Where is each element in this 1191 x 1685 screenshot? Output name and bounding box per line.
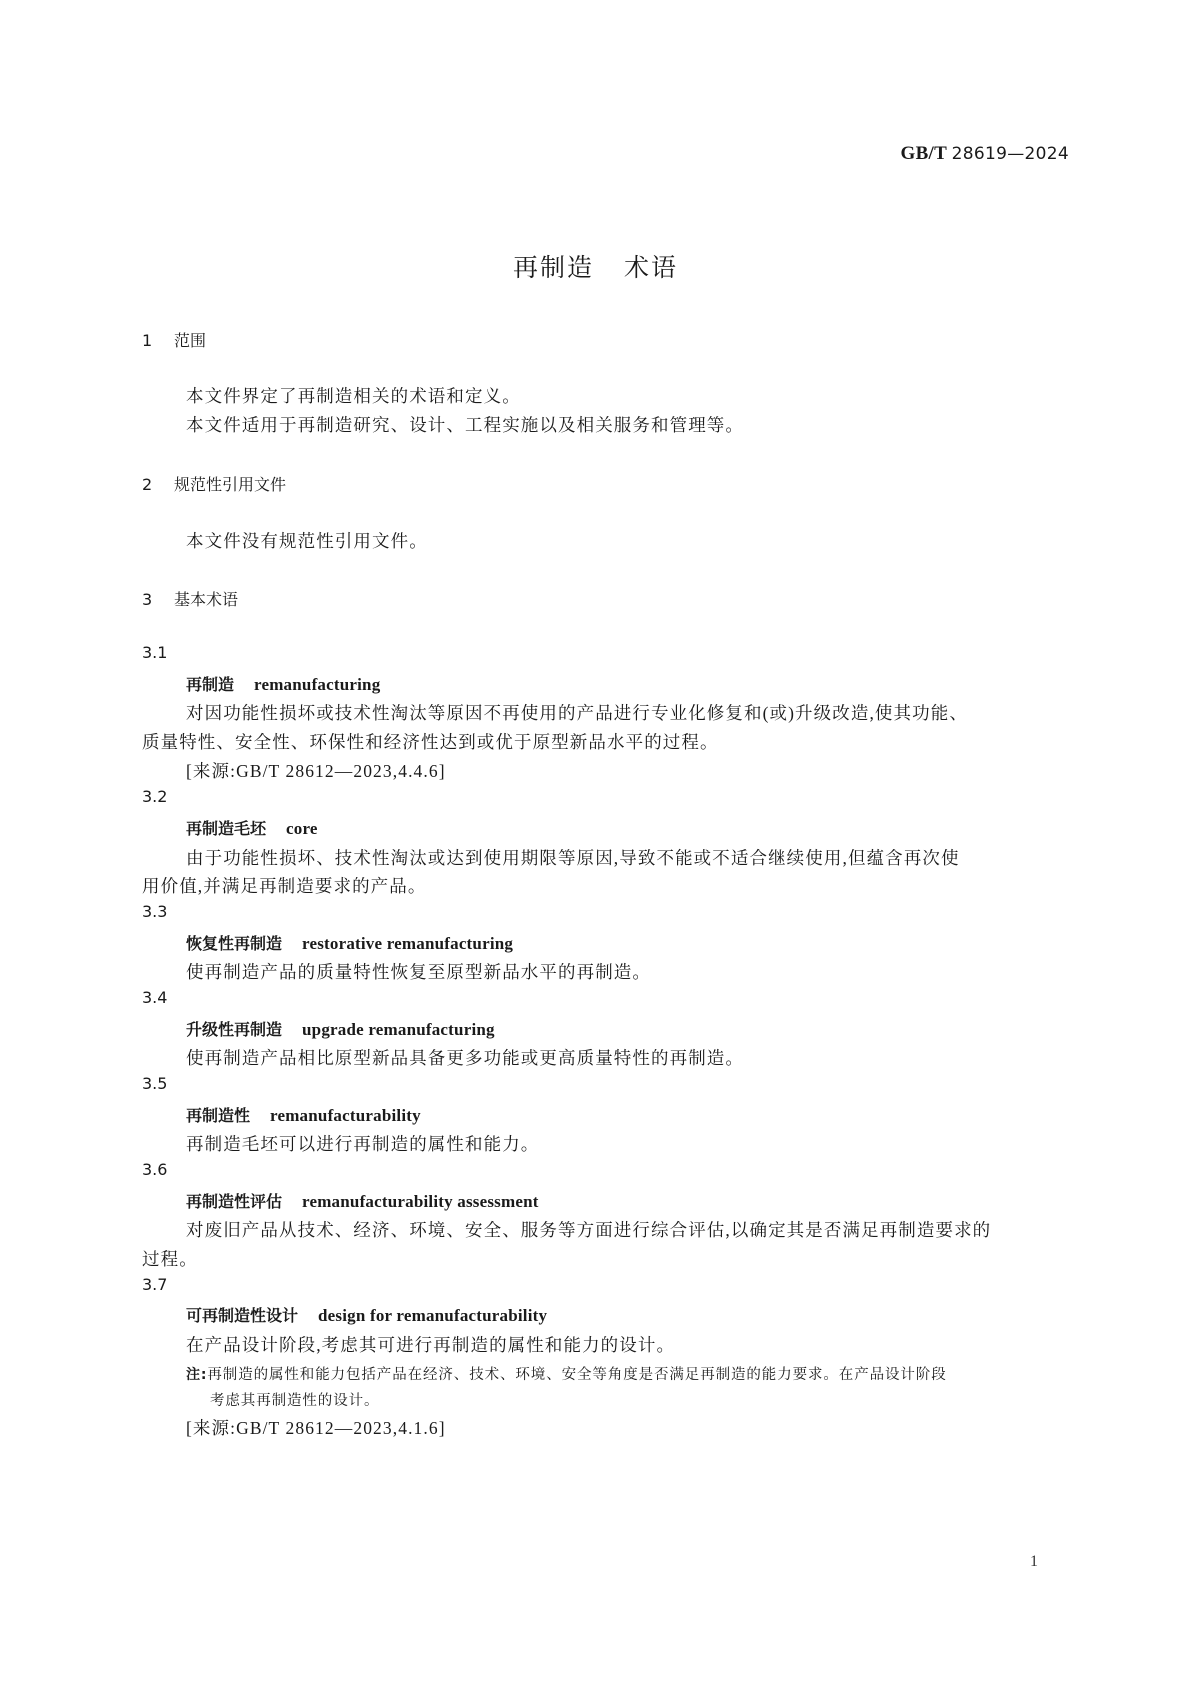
term-title [186,1303,547,1326]
term-en: restorative remanufacturing [302,934,514,953]
term-zh: 再制造性 [186,1106,251,1125]
section-heading-basic-terms [142,587,238,610]
term-en: core [286,819,318,838]
scope-paragraph: 本文件界定了再制造相关的术语和定义。 [186,386,521,406]
section-title: 规范性引用文件 [174,475,287,494]
term-en: remanufacturing [254,675,381,694]
term-zh: 可再制造性设计 [186,1306,299,1325]
term-definition: 使再制造产品相比原型新品具备更多功能或更高质量特性的再制造。 [186,1048,744,1068]
term-title [186,1017,495,1040]
term-en: upgrade remanufacturing [302,1020,495,1039]
term-en: remanufacturability assessment [302,1192,539,1211]
term-note [186,1363,947,1384]
term-definition: 在产品设计阶段,考虑其可进行再制造的属性和能力的设计。 [186,1335,676,1355]
term-zh: 再制造 [186,675,235,694]
title-part-1: 再制造 [512,253,594,282]
term-definition: 再制造毛坯可以进行再制造的属性和能力。 [186,1134,540,1154]
document-title [0,248,1191,284]
standard-code: 28619—2024 [951,144,1069,164]
term-zh: 恢复性再制造 [186,934,283,953]
term-number: 3.3 [142,902,168,921]
term-title [186,1189,539,1212]
page-number: 1 [1030,1553,1038,1570]
term-zh: 再制造性评估 [186,1192,283,1211]
section-title: 范围 [174,331,207,350]
term-definition: 对因功能性损坏或技术性淘汰等原因不再使用的产品进行专业化修复和(或)升级改造,使其功能、 [186,703,968,723]
section-number: 1 [142,331,153,350]
standard-prefix: GB/T [900,143,948,164]
term-definition: 质量特性、安全性、环保性和经济性达到或优于原型新品水平的过程。 [142,732,719,752]
term-en: remanufacturability [270,1106,421,1125]
section-heading-scope [142,328,206,351]
term-title [186,672,380,695]
term-zh: 升级性再制造 [186,1020,283,1039]
term-number: 3.7 [142,1275,168,1294]
term-source: [来源:GB/T 28612—2023,4.1.6] [186,1418,446,1438]
term-number: 3.5 [142,1074,168,1093]
section-title: 基本术语 [174,590,239,609]
section-heading-normative-references [142,472,286,495]
term-title [186,816,318,839]
term-source: [来源:GB/T 28612—2023,4.4.6] [186,761,446,781]
term-number: 3.4 [142,988,168,1007]
term-number: 3.1 [142,643,168,662]
title-part-2: 术语 [624,253,679,282]
term-en: design for remanufacturability [318,1306,548,1325]
term-note-continuation: 考虑其再制造性的设计。 [210,1393,380,1409]
section-number: 2 [142,475,153,494]
term-definition: 由于功能性损坏、技术性淘汰或达到使用期限等原因,导致不能或不适合继续使用,但蕴含再次使 [186,848,960,868]
term-definition: 使再制造产品的质量特性恢复至原型新品水平的再制造。 [186,962,651,982]
term-definition: 对废旧产品从技术、经济、环境、安全、服务等方面进行综合评估,以确定其是否满足再制造要求的 [186,1220,992,1240]
term-definition: 用价值,并满足再制造要求的产品。 [142,876,427,896]
term-number: 3.6 [142,1160,168,1179]
note-text: 再制造的属性和能力包括产品在经济、技术、环境、安全等角度是否满足再制造的能力要求。在产品设计阶段 [207,1367,947,1383]
term-title [186,931,513,954]
normative-references-paragraph: 本文件没有规范性引用文件。 [186,531,428,551]
term-zh: 再制造毛坯 [186,819,267,838]
section-number: 3 [142,590,153,609]
note-label: 注: [186,1367,208,1383]
term-definition: 过程。 [142,1249,198,1269]
scope-paragraph: 本文件适用于再制造研究、设计、工程实施以及相关服务和管理等。 [186,415,744,435]
standard-number [900,143,1069,165]
term-title [186,1103,421,1126]
term-number: 3.2 [142,787,168,806]
